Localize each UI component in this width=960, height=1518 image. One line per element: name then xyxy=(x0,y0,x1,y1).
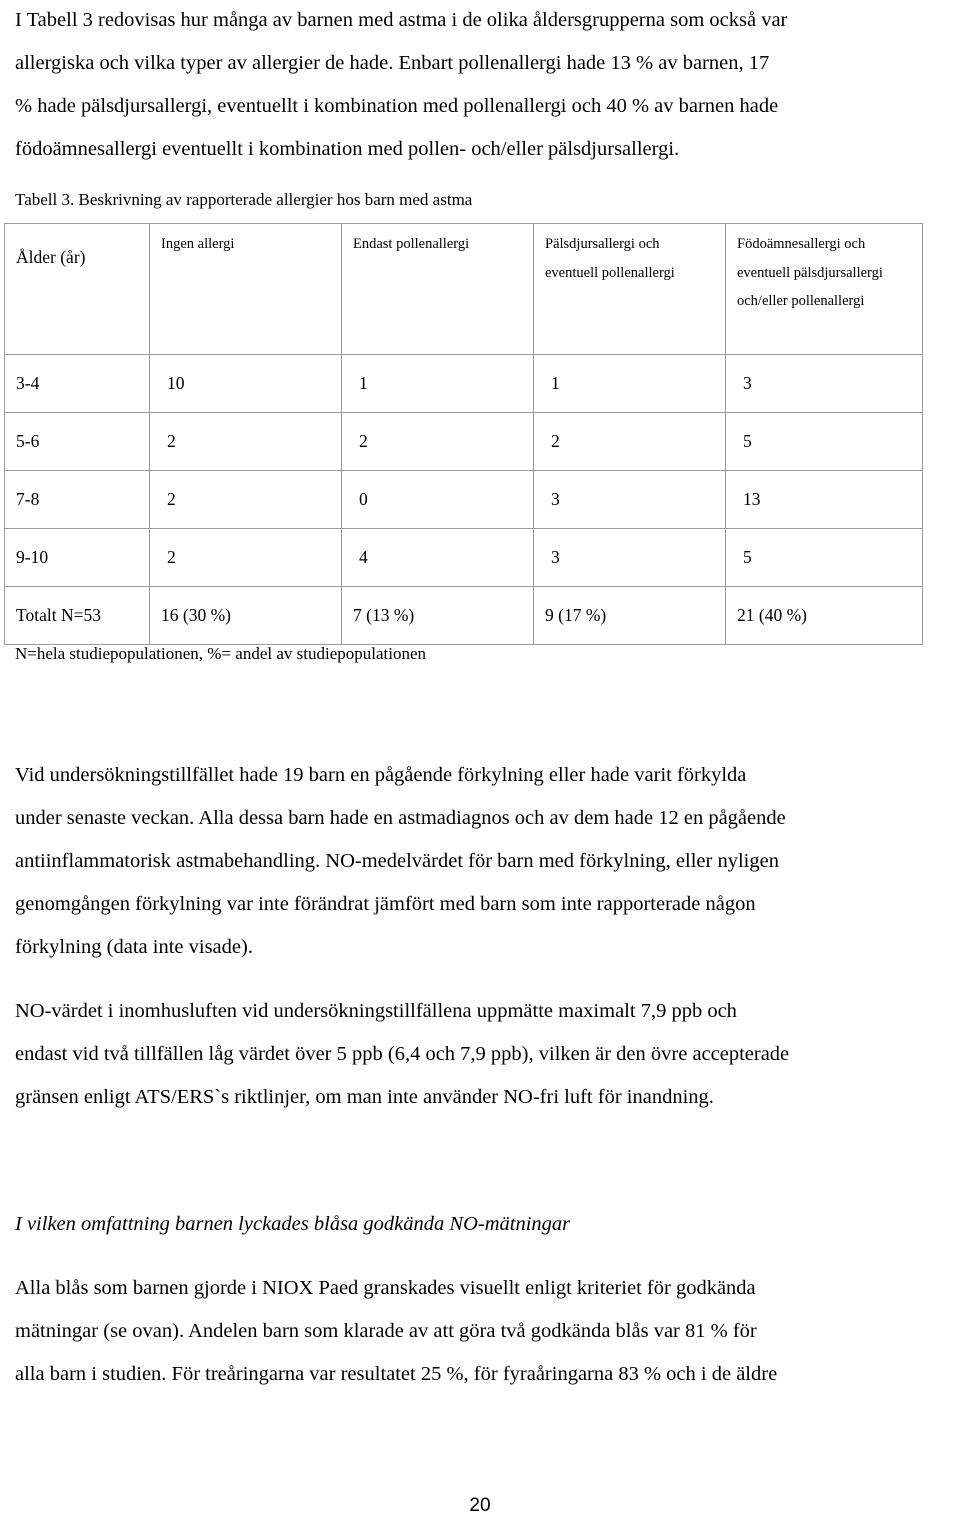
cell-no-allergy: 2 xyxy=(150,471,342,529)
cell-total-pet-allergy: 9 (17 %) xyxy=(534,587,726,645)
header-pollen-only xyxy=(342,224,534,355)
cold-paragraph xyxy=(15,754,960,969)
table-footnote: N=hela studiepopulationen, %= andel av studiepopulationen xyxy=(15,644,427,663)
table-row xyxy=(5,355,923,413)
table-row xyxy=(5,471,923,529)
cell-no-allergy: 10 xyxy=(150,355,342,413)
cell-total-food-allergy: 21 (40 %) xyxy=(726,587,923,645)
cell-no-allergy: 2 xyxy=(150,529,342,587)
no-value-paragraph xyxy=(15,990,960,1119)
table-header-row xyxy=(5,224,923,355)
text-line: gränsen enligt ATS/ERS`s riktlinjer, om man inte använder NO-fri luft för inandning. xyxy=(15,1086,714,1108)
cell-age: 9-10 xyxy=(5,529,150,587)
header-food-allergy xyxy=(726,224,923,355)
table-total-row xyxy=(5,587,923,645)
text-line: allergiska och vilka typer av allergier de hade. Enbart pollenallergi hade 13 % av barnen, 17 xyxy=(15,52,770,74)
text-line: födoämnesallergi eventuellt i kombination med pollen- och/eller pälsdjursallergi. xyxy=(15,138,680,160)
allergy-table xyxy=(4,223,923,645)
cell-pollen-only: 0 xyxy=(342,471,534,529)
header-pet-allergy xyxy=(534,224,726,355)
header-line: eventuell pollenallergi xyxy=(545,264,675,281)
text-line: I Tabell 3 redovisas hur många av barnen med astma i de olika åldersgrupperna som också var xyxy=(15,9,788,31)
text-line: endast vid två tillfällen låg värdet över 5 ppb (6,4 och 7,9 ppb), vilken är den övre accepterade xyxy=(15,1043,790,1065)
cell-food-allergy: 3 xyxy=(726,355,923,413)
cell-food-allergy: 5 xyxy=(726,529,923,587)
cell-food-allergy: 5 xyxy=(726,413,923,471)
text-line: alla barn i studien. För treåringarna var resultatet 25 %, för fyraåringarna 83 % och i de äldre xyxy=(15,1363,778,1385)
cell-pollen-only: 4 xyxy=(342,529,534,587)
cell-pet-allergy: 2 xyxy=(534,413,726,471)
intro-paragraph xyxy=(15,0,960,171)
header-line: Födoämnesallergi och xyxy=(737,236,866,252)
header-line: Pälsdjursallergi och xyxy=(545,236,660,252)
page-number: 20 xyxy=(469,1495,491,1516)
cell-age: 3-4 xyxy=(5,355,150,413)
text-line: under senaste veckan. Alla dessa barn hade en astmadiagnos och av dem hade 12 en pågående xyxy=(15,807,786,829)
header-line: och/eller pollenallergi xyxy=(737,293,865,309)
text-line: % hade pälsdjursallergi, eventuellt i kombination med pollenallergi och 40 % av barnen hade xyxy=(15,95,779,117)
text-line: Vid undersökningstillfället hade 19 barn en pågående förkylning eller hade varit förkylda xyxy=(15,764,747,786)
cell-pet-allergy: 3 xyxy=(534,529,726,587)
cell-no-allergy: 2 xyxy=(150,413,342,471)
text-line: förkylning (data inte visade). xyxy=(15,936,253,958)
header-age: Ålder (år) xyxy=(5,224,150,355)
table-caption: Tabell 3. Beskrivning av rapporterade allergier hos barn med astma xyxy=(15,190,473,209)
cell-pet-allergy: 1 xyxy=(534,355,726,413)
header-line: Ingen allergi xyxy=(161,236,235,252)
table-row xyxy=(5,529,923,587)
cell-pollen-only: 2 xyxy=(342,413,534,471)
cell-total-no-allergy: 16 (30 %) xyxy=(150,587,342,645)
text-line: Alla blås som barnen gjorde i NIOX Paed granskades visuellt enligt kriteriet för godkända xyxy=(15,1277,756,1299)
text-line: mätningar (se ovan). Andelen barn som klarade av att göra två godkända blås var 81 % för xyxy=(15,1320,757,1342)
header-line: Endast pollenallergi xyxy=(353,236,470,252)
text-line: antiinflammatorisk astmabehandling. NO-medelvärdet för barn med förkylning, eller nyligen xyxy=(15,850,779,872)
table-row xyxy=(5,413,923,471)
cell-total-pollen-only: 7 (13 %) xyxy=(342,587,534,645)
cell-pollen-only: 1 xyxy=(342,355,534,413)
cell-total-label: Totalt N=53 xyxy=(5,587,150,645)
header-line: eventuell pälsdjursallergi xyxy=(737,264,883,281)
section-heading: I vilken omfattning barnen lyckades blåsa godkända NO-mätningar xyxy=(15,1213,571,1235)
text-line: genomgången förkylning var inte förändrat jämfört med barn som inte rapporterade någon xyxy=(15,893,756,915)
cell-age: 5-6 xyxy=(5,413,150,471)
text-line: NO-värdet i inomhusluften vid undersökningstillfällena uppmätte maximalt 7,9 ppb och xyxy=(15,1000,737,1022)
header-no-allergy xyxy=(150,224,342,355)
cell-food-allergy: 13 xyxy=(726,471,923,529)
cell-pet-allergy: 3 xyxy=(534,471,726,529)
cell-age: 7-8 xyxy=(5,471,150,529)
section-paragraph xyxy=(15,1267,960,1396)
